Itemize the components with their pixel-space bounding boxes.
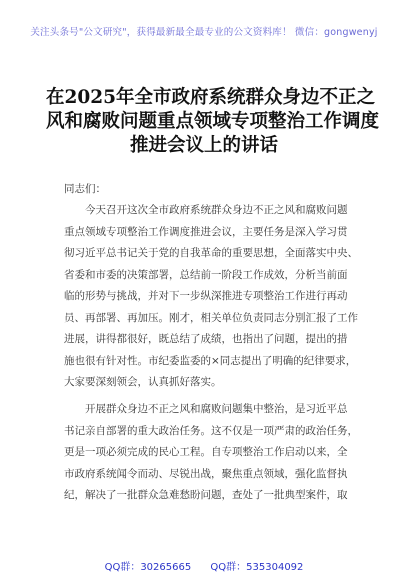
paragraph-line: 大家要深刻领会，认真抓好落实。 — [64, 376, 222, 388]
paragraph-line: 彻习近平总书记关于党的自我革命的重要思想，全面落实中央、 — [64, 247, 358, 259]
title-line: 推进会议上的讲话 — [129, 135, 278, 156]
paragraph-2 — [64, 399, 358, 507]
paragraph-line: 重点领域专项整治工作调度推进会议，主要任务是深入学习贯 — [64, 225, 348, 238]
footer-qq-group-1: QQ群：30265665 — [104, 562, 192, 573]
paragraph-1 — [64, 200, 358, 394]
title-line: 风和腐败问题重点领域专项整治工作调度 — [46, 111, 380, 132]
salutation: 同志们： — [64, 183, 106, 195]
title-line: 在2025年全市政府系统群众身边不正之 — [46, 87, 375, 108]
paragraph-line: 进展，讲得都很好，既总结了成绩，也指出了问题，提出的措 — [64, 333, 348, 345]
paragraph-line: 开展群众身边不正之风和腐败问题集中整治，是习近平总 — [85, 403, 348, 415]
header-banner: 关注头条号"公文研究"，获得最新最全最专业的公文资料库！ 微信：gongwenyj — [30, 27, 378, 38]
paragraph-line: 临的形势与挑战，并对下一步纵深推进专项整治工作进行再动 — [64, 290, 348, 302]
paragraph-line: 书记亲自部署的重大政治任务。这不仅是一项严肃的政治任务， — [64, 424, 358, 437]
paragraph-line: 省委和市委的决策部署，总结前一阶段工作成效，分析当前面 — [64, 268, 348, 281]
paragraph-line: 市政府系统闻令而动、尽锐出战，聚焦重点领域，强化监督执 — [64, 467, 348, 480]
paragraph-line: 施也很有针对性。市纪委监委的×同志提出了明确的纪律要求， — [64, 354, 357, 367]
document-title — [46, 86, 380, 158]
paragraph-line: 员、再部署、再加压。刚才，相关单位负责同志分别汇报了工作 — [64, 311, 358, 324]
paragraph-line: 今天召开这次全市政府系统群众身边不正之风和腐败问题 — [85, 204, 348, 216]
paragraph-line: 更是一项必须完成的民心工程。自专项整治工作启动以来，全 — [64, 446, 348, 458]
footer — [0, 558, 408, 573]
footer-qq-group-2: QQ群：535304092 — [210, 562, 304, 573]
paragraph-line: 纪，解决了一批群众急难愁盼问题，查处了一批典型案件，取 — [64, 489, 348, 501]
